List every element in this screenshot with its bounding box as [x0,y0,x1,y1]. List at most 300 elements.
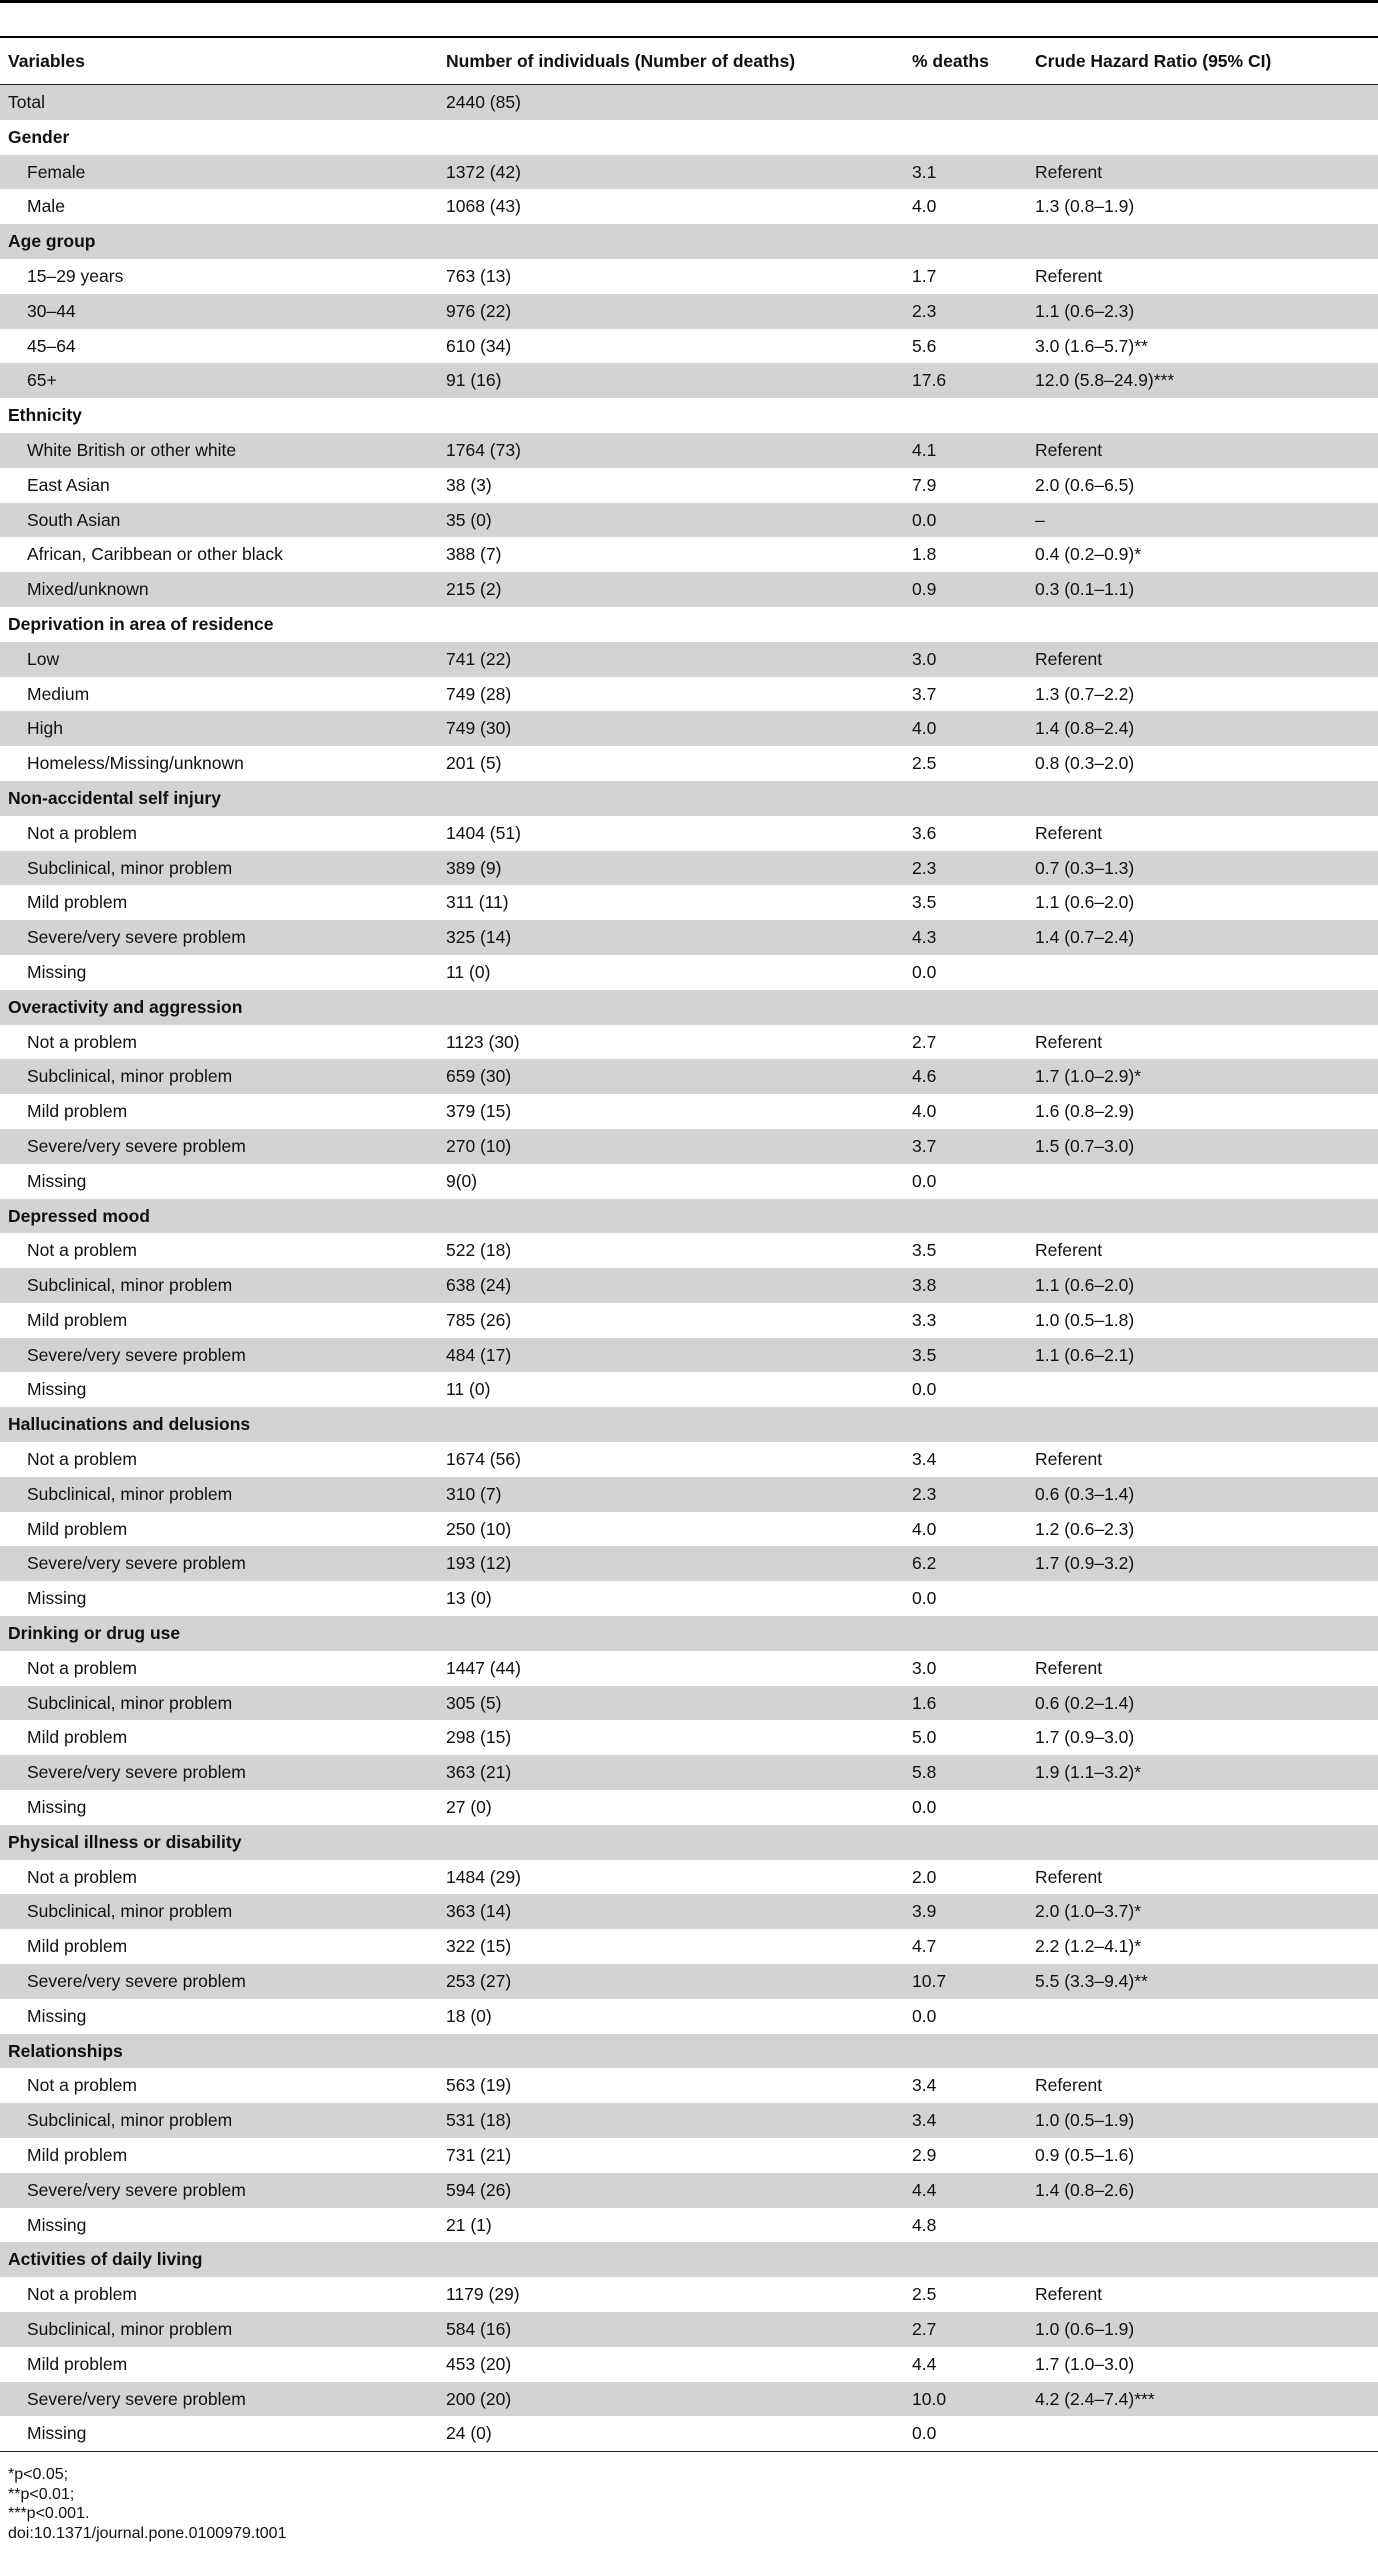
cell-hazard-ratio: Referent [1035,1240,1103,1261]
cell-variable: Ethnicity [8,405,82,426]
cell-individuals: 270 (10) [446,1135,512,1156]
cell-variable: Male [27,196,65,217]
table-row [0,2382,1378,2417]
cell-hazard-ratio: Referent [1035,161,1103,182]
table-row [0,1059,1378,1094]
table-row [0,1233,1378,1268]
cell-individuals: 453 (20) [446,2353,512,2374]
table-row [0,1129,1378,1164]
cell-variable: African, Caribbean or other black [27,544,283,565]
table-row [0,885,1378,920]
table-row [0,1999,1378,2034]
table-row [0,1581,1378,1616]
cell-percent-deaths: 6.2 [912,1553,937,1574]
table-row [0,85,1378,120]
cell-hazard-ratio: 0.6 (0.2–1.4) [1035,1692,1135,1713]
table-row [0,2138,1378,2173]
cell-individuals: 325 (14) [446,927,512,948]
cell-hazard-ratio: 1.4 (0.8–2.6) [1035,2179,1135,2200]
table-bottom-rule [0,2451,1378,2452]
cell-hazard-ratio: 1.0 (0.5–1.9) [1035,2110,1135,2131]
cell-percent-deaths: 0.0 [912,961,937,982]
cell-percent-deaths: 3.3 [912,1309,937,1330]
table-row [0,2068,1378,2103]
cell-hazard-ratio: Referent [1035,265,1103,286]
group-header-row [0,990,1378,1025]
table-row [0,677,1378,712]
group-header-row [0,398,1378,433]
cell-individuals: 531 (18) [446,2110,512,2131]
cell-individuals: 253 (27) [446,1971,512,1992]
group-header-row [0,1616,1378,1651]
cell-variable: Not a problem [27,1031,137,1052]
cell-variable: Missing [27,1588,87,1609]
cell-individuals: 1764 (73) [446,439,521,460]
cell-variable: Subclinical, minor problem [27,2319,233,2339]
cell-percent-deaths: 0.0 [912,1797,937,1818]
cell-percent-deaths: 3.4 [912,2075,937,2096]
cell-hazard-ratio: 0.3 (0.1–1.1) [1035,579,1135,600]
cell-variable: Overactivity and aggression [8,996,243,1017]
cell-variable: Severe/very severe problem [27,2179,246,2200]
cell-variable: Not a problem [27,1240,137,1261]
cell-individuals: 638 (24) [446,1275,512,1296]
cell-percent-deaths: 2.7 [912,1031,937,1052]
cell-percent-deaths: 3.7 [912,1135,937,1156]
cell-percent-deaths: 3.4 [912,1449,937,1470]
cell-percent-deaths: 2.3 [912,300,937,321]
table-row [0,1929,1378,1964]
cell-hazard-ratio: 0.7 (0.3–1.3) [1035,857,1135,878]
cell-hazard-ratio: 0.8 (0.3–2.0) [1035,753,1135,774]
table-row [0,2347,1378,2382]
cell-variable: Relationships [8,2040,123,2061]
cell-individuals: 201 (5) [446,753,502,774]
cell-percent-deaths: 4.8 [912,2214,937,2235]
cell-individuals: 18 (0) [446,2005,492,2026]
cell-individuals: 785 (26) [446,1309,512,1330]
cell-individuals: 1068 (43) [446,196,521,217]
table-row [0,259,1378,294]
cell-hazard-ratio: – [1035,509,1045,530]
cell-variable: East Asian [27,474,110,495]
table-row [0,2277,1378,2312]
cell-individuals: 594 (26) [446,2179,512,2200]
cell-hazard-ratio: Referent [1035,439,1103,460]
table-row [0,1268,1378,1303]
table-row [0,642,1378,677]
cell-hazard-ratio: 1.1 (0.6–2.3) [1035,300,1135,321]
table-row [0,1303,1378,1338]
cell-individuals: 200 (20) [446,2388,512,2409]
table-row [0,816,1378,851]
cell-variable: Missing [27,1170,87,1191]
cell-variable: Subclinical, minor problem [27,1483,233,1504]
cell-individuals: 484 (17) [446,1344,512,1365]
table-row [0,920,1378,955]
cell-hazard-ratio: Referent [1035,1449,1103,1470]
group-header-row [0,607,1378,642]
table-row [0,155,1378,190]
table-row [0,329,1378,364]
table-row [0,468,1378,503]
cell-hazard-ratio: 1.1 (0.6–2.0) [1035,892,1135,913]
cell-variable: 65+ [27,370,57,391]
cell-individuals: 1674 (56) [446,1449,521,1470]
cell-percent-deaths: 2.9 [912,2145,937,2166]
cell-variable: Severe/very severe problem [27,1971,246,1992]
table-row [0,2416,1378,2451]
table-row [0,2208,1378,2243]
table-row [0,2312,1378,2347]
cell-percent-deaths: 10.0 [912,2388,947,2409]
cell-percent-deaths: 3.4 [912,2110,937,2131]
cell-percent-deaths: 17.6 [912,370,947,391]
table-row [0,294,1378,329]
data-table [0,36,1378,2452]
cell-individuals: 1447 (44) [446,1657,521,1678]
cell-variable: Deprivation in area of residence [8,613,274,634]
cell-individuals: 610 (34) [446,335,512,356]
cell-variable: Missing [27,961,87,982]
table-row [0,503,1378,538]
cell-individuals: 11 (0) [446,961,491,982]
cell-percent-deaths: 0.0 [912,509,937,530]
cell-individuals: 388 (7) [446,544,502,565]
cell-individuals: 298 (15) [446,1727,512,1748]
cell-percent-deaths: 5.0 [912,1727,937,1748]
table-row [0,1790,1378,1825]
cell-percent-deaths: 4.7 [912,1936,937,1957]
cell-variable: High [27,718,63,739]
cell-hazard-ratio: Referent [1035,648,1103,669]
cell-variable: Subclinical, minor problem [27,1901,233,1922]
table-row [0,2173,1378,2208]
cell-percent-deaths: 4.0 [912,1518,937,1539]
cell-variable: Physical illness or disability [8,1831,242,1852]
cell-variable: Total [8,92,45,112]
cell-variable: Severe/very severe problem [27,1135,246,1156]
cell-individuals: 749 (30) [446,718,512,739]
cell-variable: Missing [27,1379,87,1400]
cell-percent-deaths: 4.0 [912,1101,937,1122]
cell-percent-deaths: 3.1 [912,161,937,182]
cell-percent-deaths: 0.9 [912,579,937,600]
cell-individuals: 13 (0) [446,1588,492,1609]
table-row [0,711,1378,746]
cell-individuals: 1179 (29) [446,2284,520,2305]
table-row [0,189,1378,224]
footnote-p01: **p<0.01; [8,2485,75,2503]
header-hazard-ratio: Crude Hazard Ratio (95% CI) [1035,51,1272,71]
table-row [0,572,1378,607]
cell-individuals: 27 (0) [446,1797,492,1818]
table-row [0,1094,1378,1129]
cell-variable: Missing [27,2423,87,2444]
cell-individuals: 976 (22) [446,300,512,321]
cell-individuals: 21 (1) [446,2214,492,2235]
group-header-row [0,1199,1378,1234]
cell-variable: 15–29 years [27,265,124,286]
cell-hazard-ratio: Referent [1035,1031,1103,1052]
table-row [0,1651,1378,1686]
cell-hazard-ratio: 2.0 (1.0–3.7)* [1035,1901,1142,1922]
cell-variable: Mild problem [27,1101,128,1122]
cell-percent-deaths: 0.0 [912,1170,937,1191]
cell-individuals: 1372 (42) [446,161,521,182]
cell-variable: Low [27,648,60,669]
cell-individuals: 11 (0) [446,1379,491,1400]
table-row [0,537,1378,572]
cell-variable: Not a problem [27,2284,137,2305]
group-header-row [0,1407,1378,1442]
cell-percent-deaths: 4.4 [912,2353,937,2374]
cell-hazard-ratio: 1.7 (1.0–3.0) [1035,2353,1135,2374]
cell-percent-deaths: 2.3 [912,857,937,878]
cell-percent-deaths: 1.8 [912,544,937,565]
table-row [0,746,1378,781]
cell-hazard-ratio: 2.2 (1.2–4.1)* [1035,1936,1142,1957]
cell-percent-deaths: 3.9 [912,1901,937,1922]
cell-hazard-ratio: 0.4 (0.2–0.9)* [1035,544,1142,565]
cell-individuals: 363 (21) [446,1762,512,1783]
cell-variable: Severe/very severe problem [27,1762,246,1783]
header-individuals: Number of individuals (Number of deaths) [446,51,796,71]
cell-variable: Mild problem [27,2145,128,2166]
cell-variable: Not a problem [27,2075,137,2096]
cell-variable: Severe/very severe problem [27,927,246,948]
cell-percent-deaths: 0.0 [912,1379,937,1400]
cell-percent-deaths: 2.5 [912,2284,937,2305]
cell-percent-deaths: 3.5 [912,1240,937,1261]
cell-hazard-ratio: 1.0 (0.5–1.8) [1035,1309,1135,1330]
cell-percent-deaths: 3.5 [912,1344,937,1365]
cell-hazard-ratio: 1.4 (0.8–2.4) [1035,718,1135,739]
cell-variable: Mixed/unknown [27,579,149,600]
cell-hazard-ratio: 1.7 (0.9–3.2) [1035,1553,1135,1574]
cell-variable: Medium [27,683,90,704]
cell-hazard-ratio: 1.6 (0.8–2.9) [1035,1101,1135,1122]
cell-hazard-ratio: 1.2 (0.6–2.3) [1035,1518,1135,1539]
table-row [0,1546,1378,1581]
cell-variable: Mild problem [27,1936,128,1957]
cell-percent-deaths: 4.3 [912,927,937,948]
group-header-row [0,781,1378,816]
cell-individuals: 35 (0) [446,509,492,530]
cell-variable: Subclinical, minor problem [27,1066,233,1087]
cell-variable: Mild problem [27,1309,128,1330]
cell-percent-deaths: 4.0 [912,196,937,217]
group-header-row [0,224,1378,259]
cell-variable: Not a problem [27,1866,137,1887]
cell-variable: Subclinical, minor problem [27,857,233,878]
cell-variable: Mild problem [27,892,128,913]
cell-hazard-ratio: 1.1 (0.6–2.1) [1035,1344,1135,1365]
cell-hazard-ratio: 3.0 (1.6–5.7)** [1035,335,1148,356]
cell-variable: Age group [8,231,96,252]
table-row [0,1372,1378,1407]
table-row [0,1442,1378,1477]
top-border [0,0,1378,3]
cell-individuals: 311 (11) [446,892,509,913]
header-percent-deaths: % deaths [912,51,989,71]
cell-variable: Mild problem [27,1518,128,1539]
cell-variable: South Asian [27,509,121,530]
cell-percent-deaths: 3.0 [912,648,937,669]
cell-individuals: 659 (30) [446,1066,512,1087]
cell-variable: 45–64 [27,335,76,356]
group-header-row [0,1825,1378,1860]
cell-percent-deaths: 1.6 [912,1692,937,1713]
cell-variable: Severe/very severe problem [27,1553,246,1574]
cell-individuals: 584 (16) [446,2319,512,2339]
cell-hazard-ratio: 2.0 (0.6–6.5) [1035,474,1135,495]
footnote-p001: ***p<0.001. [8,2505,90,2523]
cell-hazard-ratio: 1.3 (0.8–1.9) [1035,196,1135,217]
cell-individuals: 563 (19) [446,2075,512,2096]
cell-hazard-ratio: Referent [1035,2075,1103,2096]
cell-hazard-ratio: 1.7 (0.9–3.0) [1035,1727,1135,1748]
cell-hazard-ratio: Referent [1035,1866,1103,1887]
table-row [0,1686,1378,1721]
cell-percent-deaths: 5.6 [912,335,937,356]
cell-hazard-ratio: Referent [1035,2284,1103,2305]
table-row [0,363,1378,398]
table-header-row [0,38,1378,84]
cell-individuals: 763 (13) [446,265,512,286]
cell-hazard-ratio: Referent [1035,1657,1103,1678]
cell-percent-deaths: 4.0 [912,718,937,739]
cell-hazard-ratio: 1.4 (0.7–2.4) [1035,927,1135,948]
cell-percent-deaths: 2.3 [912,1483,937,1504]
cell-variable: Not a problem [27,1657,137,1678]
cell-hazard-ratio: 4.2 (2.4–7.4)*** [1035,2388,1155,2409]
cell-individuals: 215 (2) [446,579,502,600]
cell-percent-deaths: 0.0 [912,2423,937,2444]
cell-variable: Missing [27,2005,87,2026]
table-row [0,1860,1378,1895]
cell-variable: Subclinical, minor problem [27,2110,233,2131]
cell-variable: White British or other white [27,439,237,460]
cell-variable: Non-accidental self injury [8,787,221,808]
cell-percent-deaths: 3.8 [912,1275,937,1296]
cell-hazard-ratio: 5.5 (3.3–9.4)** [1035,1971,1148,1992]
cell-percent-deaths: 7.9 [912,474,937,495]
cell-percent-deaths: 3.0 [912,1657,937,1678]
cell-individuals: 1123 (30) [446,1031,520,1052]
table-row [0,1512,1378,1547]
cell-percent-deaths: 0.0 [912,2005,937,2026]
cell-percent-deaths: 2.0 [912,1866,937,1887]
cell-percent-deaths: 1.7 [912,265,937,286]
cell-variable: Gender [8,126,70,147]
cell-individuals: 522 (18) [446,1240,512,1261]
cell-variable: Mild problem [27,1727,128,1748]
cell-variable: Subclinical, minor problem [27,1275,233,1296]
table-row [0,851,1378,886]
cell-variable: Female [27,161,86,182]
cell-individuals: 731 (21) [446,2145,512,2166]
cell-individuals: 379 (15) [446,1101,512,1122]
cell-percent-deaths: 2.5 [912,753,937,774]
cell-percent-deaths: 4.4 [912,2179,937,2200]
cell-hazard-ratio: 1.7 (1.0–2.9)* [1035,1066,1142,1087]
cell-variable: Homeless/Missing/unknown [27,753,244,774]
cell-variable: Depressed mood [8,1205,150,1226]
cell-variable: Mild problem [27,2353,128,2374]
cell-percent-deaths: 2.7 [912,2319,937,2339]
cell-individuals: 389 (9) [446,857,502,878]
cell-individuals: 91 (16) [446,370,502,391]
table-row [0,1164,1378,1199]
table-body [0,85,1378,2451]
table-row [0,955,1378,990]
footnote-p05: *p<0.05; [8,2466,69,2483]
cell-hazard-ratio: 1.1 (0.6–2.0) [1035,1275,1135,1296]
cell-hazard-ratio: Referent [1035,822,1103,843]
cell-hazard-ratio: 1.5 (0.7–3.0) [1035,1135,1135,1156]
cell-percent-deaths: 4.6 [912,1066,937,1087]
group-header-row [0,2242,1378,2277]
table-row [0,1964,1378,1999]
table-row [0,433,1378,468]
header-variables: Variables [8,51,85,71]
cell-individuals: 38 (3) [446,474,492,495]
group-header-row [0,2034,1378,2069]
cell-individuals: 250 (10) [446,1518,512,1539]
cell-individuals: 749 (28) [446,683,512,704]
cell-individuals: 305 (5) [446,1692,502,1713]
cell-individuals: 2440 (85) [446,92,521,112]
cell-percent-deaths: 0.0 [912,1588,937,1609]
cell-variable: 30–44 [27,300,76,321]
cell-hazard-ratio: 0.6 (0.3–1.4) [1035,1483,1135,1504]
cell-variable: Subclinical, minor problem [27,1692,233,1713]
table-row [0,1894,1378,1929]
cell-percent-deaths: 5.8 [912,1762,937,1783]
cell-individuals: 741 (22) [446,648,512,669]
cell-variable: Not a problem [27,1449,137,1470]
cell-hazard-ratio: 12.0 (5.8–24.9)*** [1035,370,1175,391]
table-row [0,1338,1378,1373]
cell-individuals: 9(0) [446,1170,478,1191]
cell-variable: Hallucinations and delusions [8,1414,251,1435]
cell-percent-deaths: 4.1 [912,439,937,460]
cell-variable: Not a problem [27,822,137,843]
cell-individuals: 1404 (51) [446,822,521,843]
cell-hazard-ratio: 0.9 (0.5–1.6) [1035,2145,1135,2166]
cell-hazard-ratio: 1.3 (0.7–2.2) [1035,683,1135,704]
table-row [0,1025,1378,1060]
cell-individuals: 24 (0) [446,2423,492,2444]
cell-variable: Severe/very severe problem [27,2388,246,2409]
cell-variable: Drinking or drug use [8,1623,181,1644]
table-footnotes [8,2465,286,2543]
table-row [0,2103,1378,2138]
cell-percent-deaths: 3.6 [912,822,937,843]
cell-variable: Activities of daily living [8,2249,203,2270]
cell-variable: Severe/very severe problem [27,1344,246,1365]
cell-percent-deaths: 3.7 [912,683,937,704]
cell-individuals: 310 (7) [446,1483,502,1504]
table-row [0,1477,1378,1512]
cell-hazard-ratio: 1.9 (1.1–3.2)* [1035,1762,1142,1783]
table-row [0,1755,1378,1790]
cell-individuals: 1484 (29) [446,1866,521,1887]
group-header-row [0,120,1378,155]
cell-hazard-ratio: 1.0 (0.6–1.9) [1035,2319,1135,2339]
footnote-doi: doi:10.1371/journal.pone.0100979.t001 [8,2524,287,2542]
